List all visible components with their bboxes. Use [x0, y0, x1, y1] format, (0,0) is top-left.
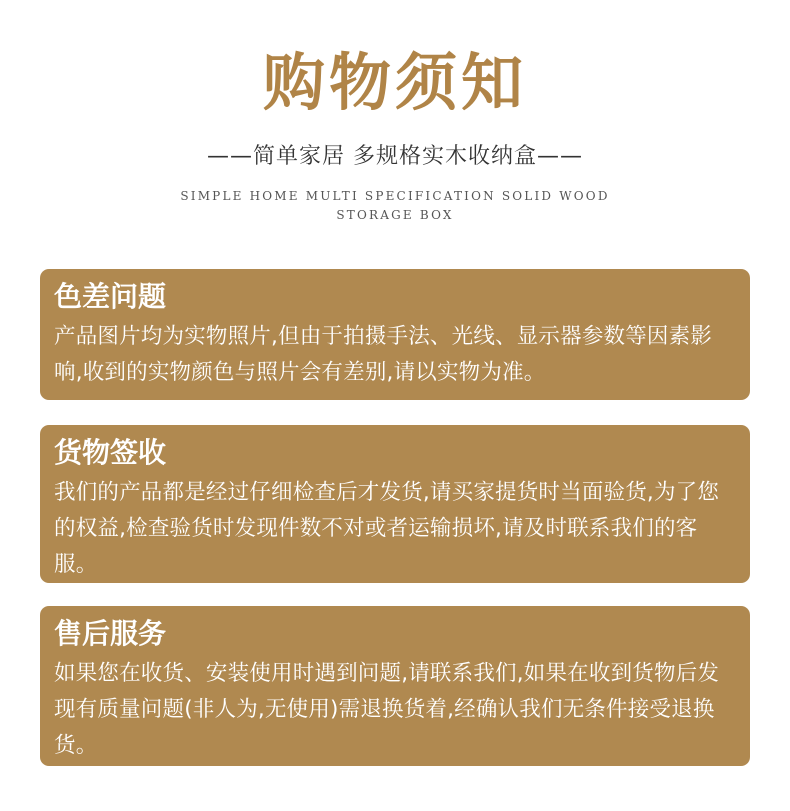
after-sales-card	[40, 606, 750, 766]
card-body: 我们的产品都是经过仔细检查后才发货,请买家提货时当面验货,为了您的权益,检查验货时发现件数不对或者运输损坏,请及时联系我们的客服。	[54, 480, 720, 577]
color-difference-card	[40, 269, 750, 400]
card-body: 如果您在收货、安装使用时遇到问题,请联系我们,如果在收到货物后发现有质量问题(非人为,无使用)需退换货着,经确认我们无条件接受退换货。	[54, 661, 720, 758]
page-title: 购物须知	[262, 46, 527, 119]
english-subtitle: SIMPLE HOME MULTI SPECIFICATION SOLID WOOD STORAGE BOX	[180, 189, 610, 222]
product-subtitle: ——简单家居 多规格实木收纳盒——	[207, 144, 583, 169]
card-title: 色差问题	[54, 280, 167, 313]
goods-receipt-card	[40, 425, 750, 583]
card-title: 货物签收	[54, 436, 167, 469]
card-body: 产品图片均为实物照片,但由于拍摄手法、光线、显示器参数等因素影响,收到的实物颜色与照片会有差别,请以实物为准。	[54, 324, 713, 385]
card-title: 售后服务	[54, 617, 167, 650]
